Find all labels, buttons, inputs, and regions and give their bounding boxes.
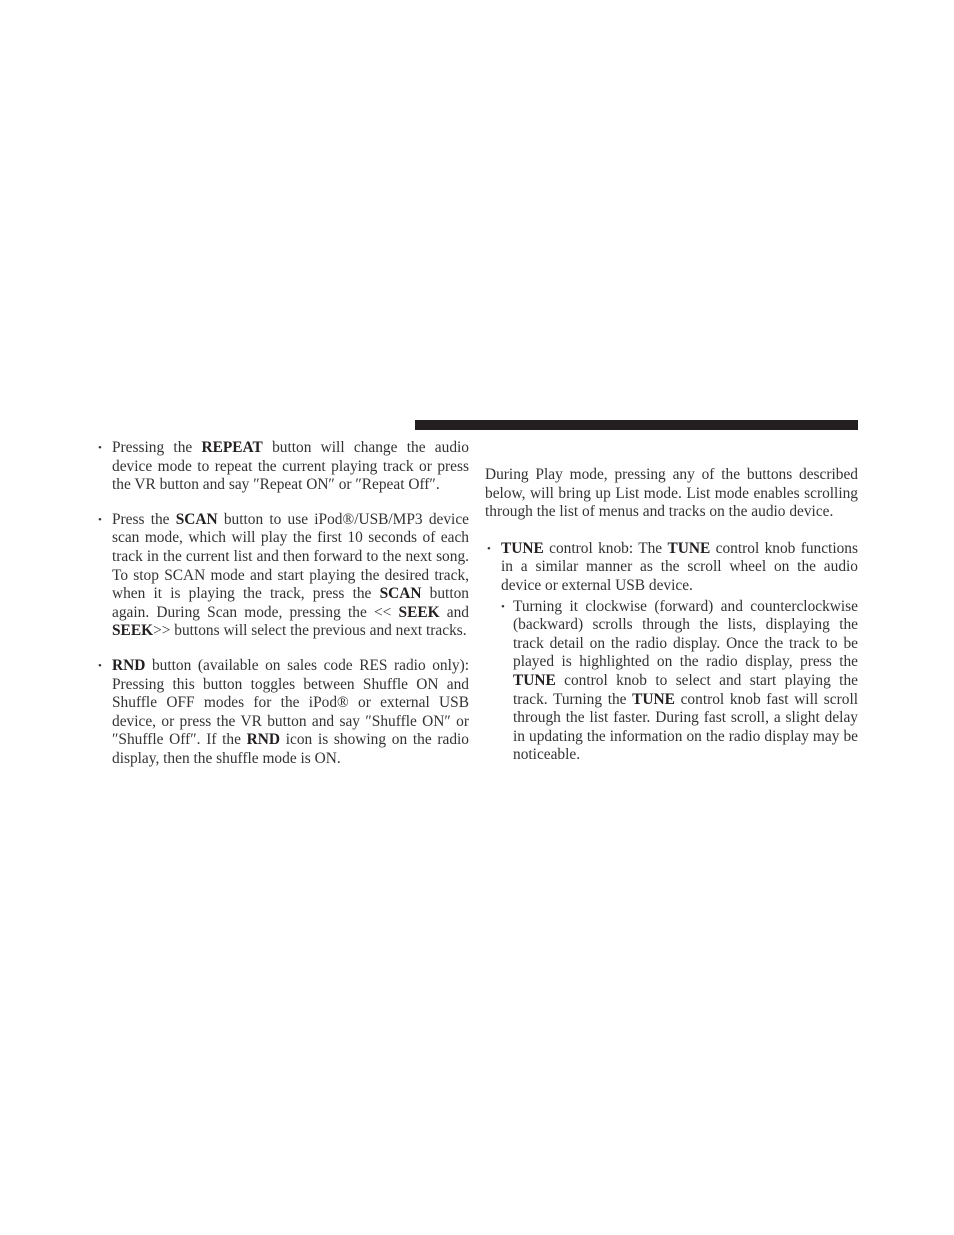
scan-label: SCAN	[379, 585, 422, 603]
rnd-label: RND	[112, 656, 146, 674]
section-header-bar	[415, 420, 858, 430]
tune-label: TUNE	[667, 539, 711, 557]
right-column	[485, 466, 858, 781]
tune-turning-description: • Turning it clockwise (forward) and counterclockwise (backward) scrolls through the lists, displaying the track detail on the radio display. Once the track to be played is highlighted on the radio display, press the TUNE control knob to select and start playing the track. Turning the TUNE control knob fast will scroll through the list faster. During fast scroll, a slight delay in updating the information on the radio display may be noticeable.	[501, 598, 858, 765]
tune-sub-list	[501, 598, 858, 765]
rnd-label: RND	[246, 731, 281, 749]
seek-label: SEEK	[398, 603, 440, 621]
seek-label: SEEK	[112, 622, 154, 640]
repeat-button-description: • Pressing the REPEAT button will change the audio device mode to repeat the current playing track or press the VR button and say ″Repeat ON″ or ″Repeat Off″.	[96, 439, 469, 495]
scan-button-description: • Press the SCAN button to use iPod®/USB/MP3 device scan mode, which will play the first 10 seconds of each track in the current list and then forward to the next song. To stop SCAN mode and start playing the desired track, when it is playing the track, press the SCAN button again. During Scan mode, pressing the << SEEK and SEEK>> buttons will select the previous and next tracks.	[96, 511, 469, 641]
tune-label: TUNE	[632, 690, 675, 708]
list-mode-intro: During Play mode, pressing any of the buttons described below, will bring up List mode. List mode enables scrolling through the list of menus and tracks on the audio device.	[485, 466, 858, 521]
scan-label: SCAN	[175, 510, 218, 528]
tune-knob-description: • TUNE control knob: The TUNE control knob functions in a similar manner as the scroll wheel on the audio device or external USB device. • Turning it clockwise (forward) and counterclockwise (backward) scrolls through the lists, displaying the track detail on the radio display. Once the track to be played is highlighted on the radio display, press the TUNE control knob to select and start playing the track. Turning the TUNE control knob fast will scroll through the list faster. During fast scroll, a slight delay in updating the information on the radio display may be noticeable.	[485, 540, 858, 765]
tune-label: TUNE	[501, 539, 544, 557]
left-bullet-list	[96, 439, 469, 769]
rnd-button-description: • RND button (available on sales code RES radio only): Pressing this button toggles between Shuffle ON and Shuffle OFF modes for the iPod® or external USB device, or press the VR button and say ″Shuffle ON″ or ″Shuffle Off″. If the RND icon is showing on the radio display, then the shuffle mode is ON.	[96, 657, 469, 769]
right-bullet-list	[485, 540, 858, 765]
tune-label: TUNE	[513, 671, 556, 689]
left-column	[96, 439, 469, 785]
repeat-label: REPEAT	[201, 439, 263, 456]
